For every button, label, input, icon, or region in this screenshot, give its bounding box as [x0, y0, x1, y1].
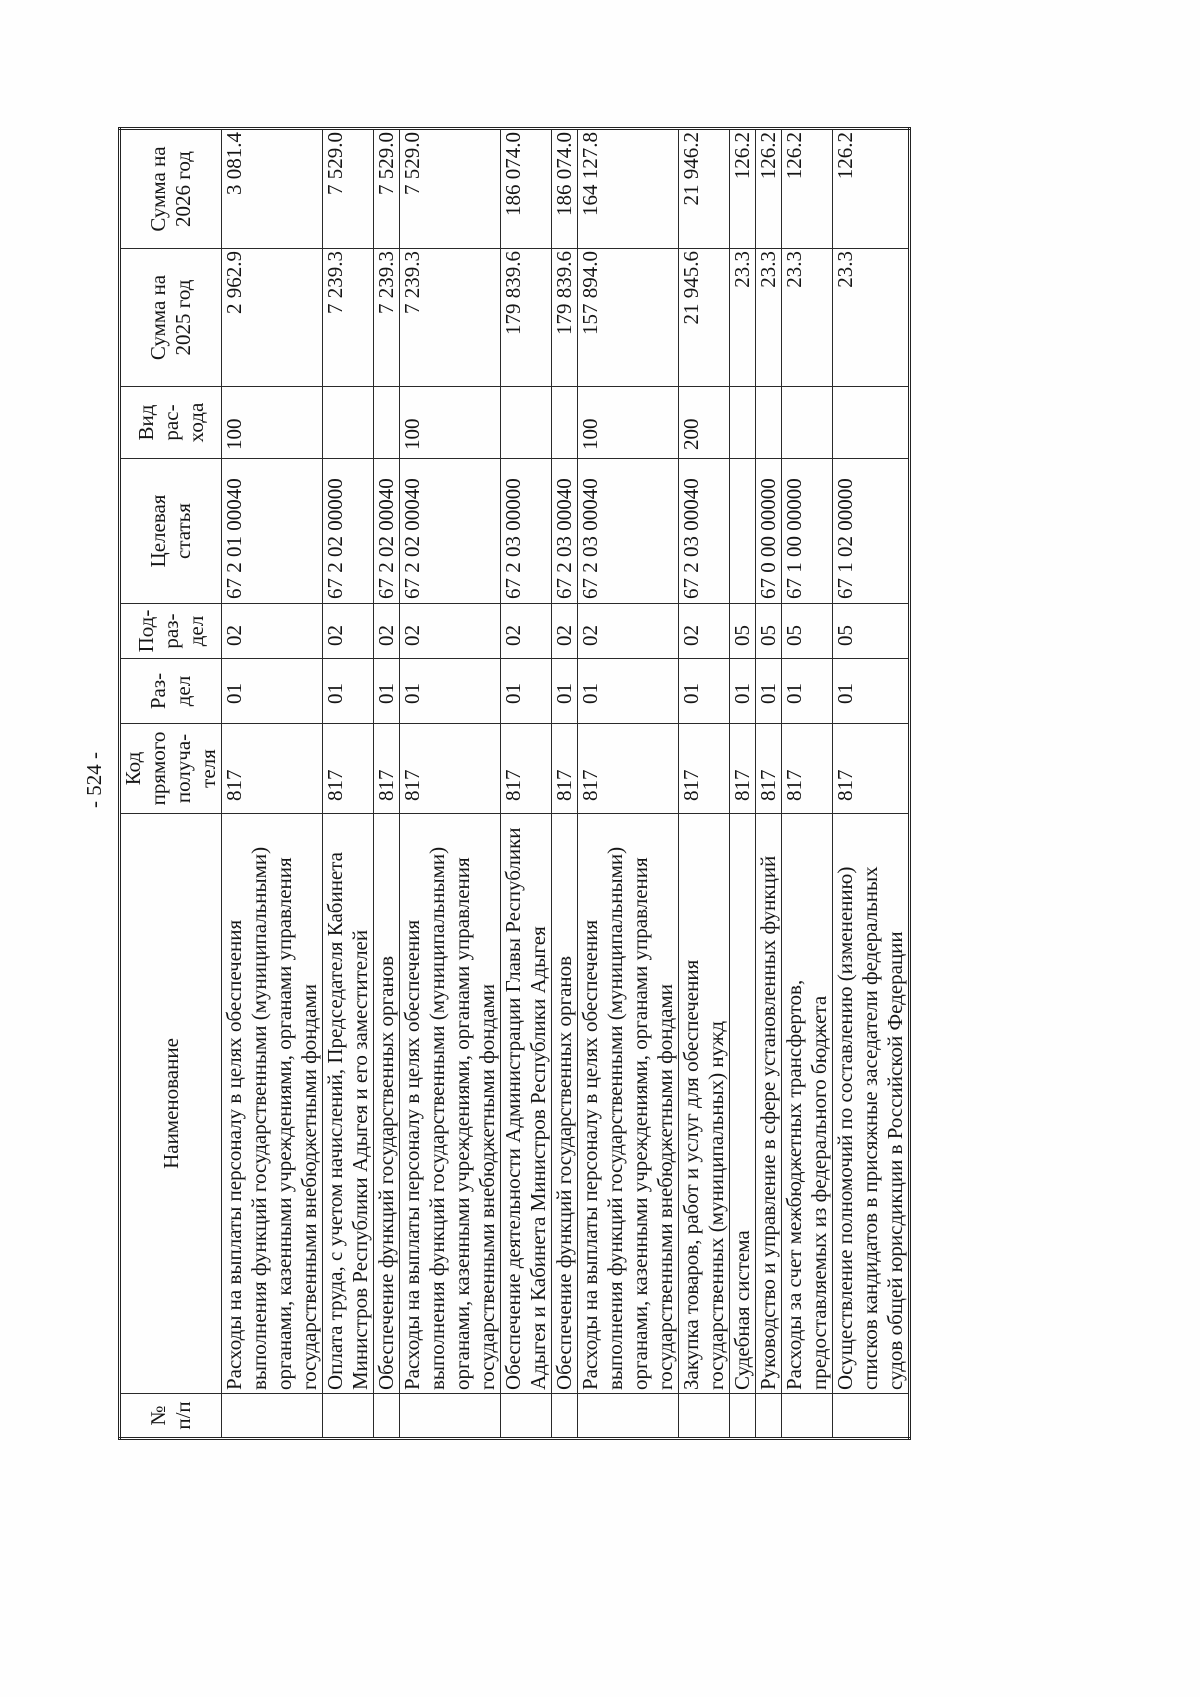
cell-name: Обеспечение деятельности Администрации Главы Республики Адыгея и Кабинета Министров Республики Адыгея — [501, 814, 552, 1394]
cell-expense-type: 200 — [679, 387, 730, 459]
cell-target-article: 67 2 02 00040 — [374, 459, 400, 604]
cell-expense-type — [782, 387, 833, 459]
cell-num — [679, 1394, 730, 1439]
cell-name: Расходы на выплаты персоналу в целях обеспечения выполнения функций государственными (муниципальными) органами, казенными учреждениями, органами управления государственными внебюджетными фондами — [400, 814, 501, 1394]
table-row — [730, 129, 756, 1439]
cell-section: 01 — [552, 659, 578, 724]
page-number: - 524 - — [82, 752, 106, 808]
cell-section: 01 — [501, 659, 552, 724]
header-sum-2026: Сумма на 2026 год — [120, 129, 222, 249]
cell-num — [578, 1394, 679, 1439]
header-row — [120, 129, 222, 1439]
cell-target-article: 67 2 02 00000 — [323, 459, 374, 604]
cell-sum-2026: 126.2 — [756, 129, 782, 249]
cell-name: Расходы на выплаты персоналу в целях обеспечения выполнения функций государственными (муниципальными) органами, казенными учреждениями, органами управления государственными внебюджетными фондами — [578, 814, 679, 1394]
cell-expense-type — [501, 387, 552, 459]
cell-sum-2026: 164 127.8 — [578, 129, 679, 249]
header-num: № п/п — [120, 1394, 222, 1439]
cell-target-article: 67 2 01 00040 — [222, 459, 323, 604]
cell-recipient-code: 817 — [374, 724, 400, 814]
cell-sum-2026: 7 529.0 — [374, 129, 400, 249]
cell-recipient-code: 817 — [222, 724, 323, 814]
cell-num — [501, 1394, 552, 1439]
cell-sum-2026: 186 074.0 — [501, 129, 552, 249]
cell-section: 01 — [833, 659, 910, 724]
cell-recipient-code: 817 — [501, 724, 552, 814]
cell-num — [374, 1394, 400, 1439]
cell-target-article: 67 2 02 00040 — [400, 459, 501, 604]
cell-recipient-code: 817 — [578, 724, 679, 814]
cell-expense-type — [374, 387, 400, 459]
cell-num — [400, 1394, 501, 1439]
cell-section: 01 — [374, 659, 400, 724]
cell-sum-2025: 23.3 — [730, 249, 756, 387]
table-row — [501, 129, 552, 1439]
cell-target-article: 67 2 03 00040 — [552, 459, 578, 604]
table-row — [833, 129, 910, 1439]
cell-sum-2026: 7 529.0 — [400, 129, 501, 249]
cell-num — [323, 1394, 374, 1439]
cell-recipient-code: 817 — [323, 724, 374, 814]
table-row — [400, 129, 501, 1439]
cell-num — [833, 1394, 910, 1439]
cell-num — [222, 1394, 323, 1439]
cell-section: 01 — [578, 659, 679, 724]
cell-sum-2026: 7 529.0 — [323, 129, 374, 249]
cell-section: 01 — [400, 659, 501, 724]
cell-sum-2025: 23.3 — [756, 249, 782, 387]
cell-expense-type — [730, 387, 756, 459]
cell-sum-2025: 7 239.3 — [323, 249, 374, 387]
cell-recipient-code: 817 — [756, 724, 782, 814]
cell-subsection: 05 — [833, 604, 910, 659]
cell-expense-type: 100 — [578, 387, 679, 459]
cell-sum-2025: 23.3 — [782, 249, 833, 387]
header-section: Раз- дел — [120, 659, 222, 724]
cell-subsection: 05 — [756, 604, 782, 659]
cell-sum-2025: 23.3 — [833, 249, 910, 387]
cell-name: Расходы за счет межбюджетных трансфертов, предоставляемых из федерального бюджета — [782, 814, 833, 1394]
header-sum-2025: Сумма на 2025 год — [120, 249, 222, 387]
header-expense-type: Вид рас- хода — [120, 387, 222, 459]
cell-recipient-code: 817 — [552, 724, 578, 814]
cell-subsection: 02 — [323, 604, 374, 659]
cell-sum-2026: 126.2 — [833, 129, 910, 249]
budget-table — [118, 127, 911, 1440]
cell-recipient-code: 817 — [730, 724, 756, 814]
cell-num — [756, 1394, 782, 1439]
table-body — [222, 129, 910, 1439]
cell-name: Руководство и управление в сфере установленных функций — [756, 814, 782, 1394]
cell-recipient-code: 817 — [679, 724, 730, 814]
cell-name: Обеспечение функций государственных органов — [374, 814, 400, 1394]
table-row — [756, 129, 782, 1439]
cell-name: Осуществление полномочий по составлению (изменению) списков кандидатов в присяжные заседатели федеральных судов общей юрисдикции в Российской Федерации — [833, 814, 910, 1394]
cell-sum-2026: 186 074.0 — [552, 129, 578, 249]
cell-num — [730, 1394, 756, 1439]
cell-sum-2025: 21 945.6 — [679, 249, 730, 387]
cell-num — [782, 1394, 833, 1439]
cell-subsection: 05 — [730, 604, 756, 659]
table-row — [552, 129, 578, 1439]
cell-target-article: 67 2 03 00040 — [679, 459, 730, 604]
header-name: Наименование — [120, 814, 222, 1394]
cell-section: 01 — [679, 659, 730, 724]
cell-sum-2025: 7 239.3 — [374, 249, 400, 387]
cell-sum-2025: 7 239.3 — [400, 249, 501, 387]
cell-sum-2026: 126.2 — [782, 129, 833, 249]
cell-section: 01 — [730, 659, 756, 724]
cell-subsection: 02 — [552, 604, 578, 659]
cell-target-article — [730, 459, 756, 604]
table-row — [782, 129, 833, 1439]
cell-recipient-code: 817 — [833, 724, 910, 814]
cell-expense-type — [756, 387, 782, 459]
cell-sum-2026: 21 946.2 — [679, 129, 730, 249]
cell-name: Оплата труда, с учетом начислений, Председателя Кабинета Министров Республики Адыгея и его заместителей — [323, 814, 374, 1394]
cell-subsection: 02 — [501, 604, 552, 659]
cell-sum-2025: 157 894.0 — [578, 249, 679, 387]
cell-subsection: 02 — [400, 604, 501, 659]
cell-sum-2025: 2 962.9 — [222, 249, 323, 387]
header-target-article: Целевая статья — [120, 459, 222, 604]
cell-expense-type — [552, 387, 578, 459]
cell-target-article: 67 2 03 00040 — [578, 459, 679, 604]
header-subsection: Под- раз- дел — [120, 604, 222, 659]
cell-recipient-code: 817 — [782, 724, 833, 814]
cell-sum-2025: 179 839.6 — [552, 249, 578, 387]
cell-expense-type — [323, 387, 374, 459]
cell-target-article: 67 1 00 00000 — [782, 459, 833, 604]
cell-expense-type: 100 — [222, 387, 323, 459]
table-row — [679, 129, 730, 1439]
cell-sum-2025: 179 839.6 — [501, 249, 552, 387]
cell-name: Закупка товаров, работ и услуг для обеспечения государственных (муниципальных) нужд — [679, 814, 730, 1394]
cell-subsection: 02 — [578, 604, 679, 659]
cell-name: Обеспечение функций государственных органов — [552, 814, 578, 1394]
cell-expense-type: 100 — [400, 387, 501, 459]
cell-subsection: 02 — [222, 604, 323, 659]
cell-section: 01 — [222, 659, 323, 724]
header-recipient-code: Код прямого получа- теля — [120, 724, 222, 814]
cell-subsection: 02 — [374, 604, 400, 659]
cell-section: 01 — [782, 659, 833, 724]
cell-subsection: 05 — [782, 604, 833, 659]
table-row — [222, 129, 323, 1439]
cell-expense-type — [833, 387, 910, 459]
cell-recipient-code: 817 — [400, 724, 501, 814]
table-row — [578, 129, 679, 1439]
cell-target-article: 67 2 03 00000 — [501, 459, 552, 604]
table-row — [323, 129, 374, 1439]
cell-sum-2026: 126.2 — [730, 129, 756, 249]
cell-subsection: 02 — [679, 604, 730, 659]
cell-name: Судебная система — [730, 814, 756, 1394]
cell-target-article: 67 1 02 00000 — [833, 459, 910, 604]
cell-target-article: 67 0 00 00000 — [756, 459, 782, 604]
cell-sum-2026: 3 081.4 — [222, 129, 323, 249]
cell-section: 01 — [323, 659, 374, 724]
cell-num — [552, 1394, 578, 1439]
table-row — [374, 129, 400, 1439]
cell-name: Расходы на выплаты персоналу в целях обеспечения выполнения функций государственными (муниципальными) органами, казенными учреждениями, органами управления государственными внебюджетными фондами — [222, 814, 323, 1394]
cell-section: 01 — [756, 659, 782, 724]
